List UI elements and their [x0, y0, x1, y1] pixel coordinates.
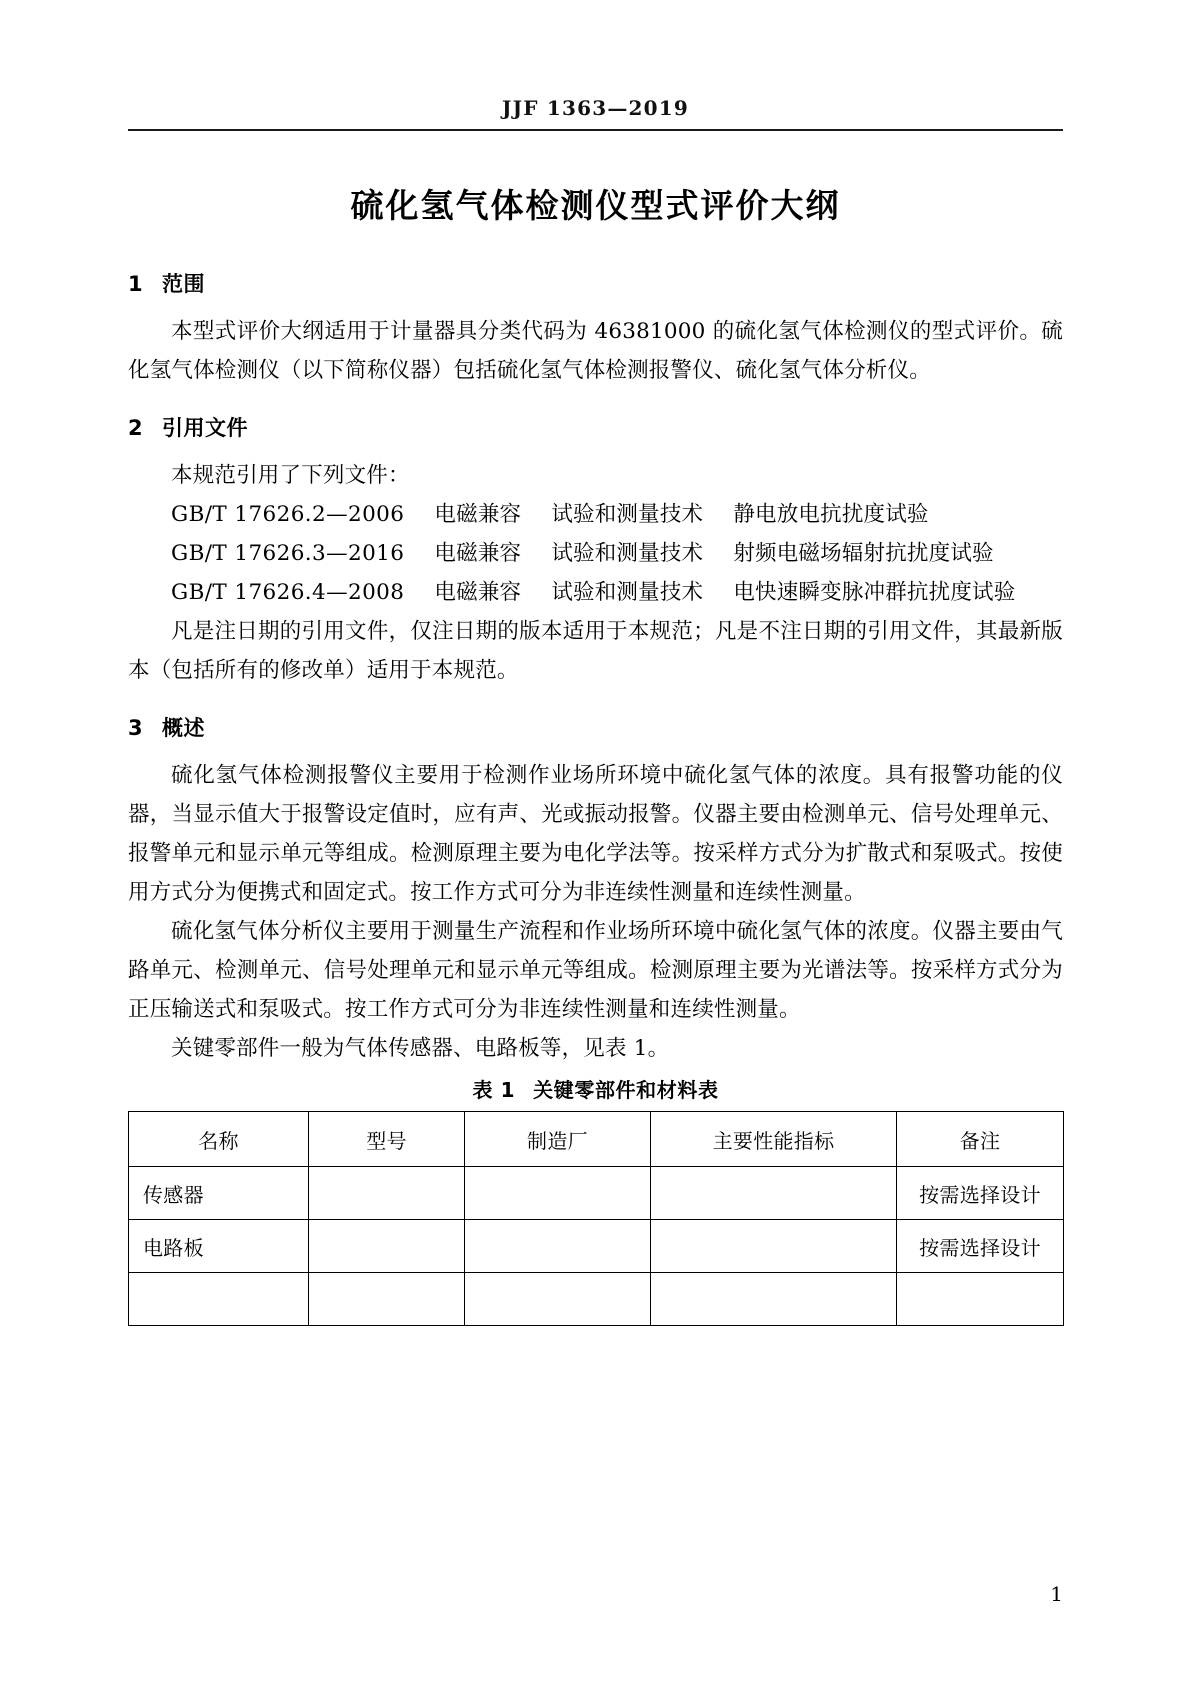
cell-manufacturer [465, 1167, 651, 1220]
reference-part-1: 电磁兼容 [434, 502, 522, 527]
reference-item [128, 573, 1063, 612]
section-title-1: 范围 [162, 272, 205, 296]
page-number: 1 [1050, 1582, 1063, 1606]
section-3-paragraph-2: 硫化氢气体分析仪主要用于测量生产流程和作业场所环境中硫化氢气体的浓度。仪器主要由气路单元、检测单元、信号处理单元和显示单元等组成。检测原理主要为光谱法等。按采样方式分为正压输送式和泵吸式。按工作方式可分为非连续性测量和连续性测量。 [128, 919, 1063, 1022]
cell-model [309, 1220, 465, 1273]
section-2-lead: 本规范引用了下列文件： [171, 463, 410, 488]
reference-part-1: 电磁兼容 [434, 580, 522, 605]
reference-part-2: 试验和测量技术 [551, 541, 704, 566]
column-header-manufacturer: 制造厂 [465, 1112, 651, 1167]
cell-name: 电路板 [129, 1220, 309, 1273]
column-header-name: 名称 [129, 1112, 309, 1167]
cell-remark: 按需选择设计 [897, 1167, 1064, 1220]
reference-part-3: 电快速瞬变脉冲群抗扰度试验 [733, 580, 1016, 605]
reference-item [128, 534, 1063, 573]
column-header-model: 型号 [309, 1112, 465, 1167]
table-caption [128, 1074, 1063, 1103]
cell-performance [651, 1167, 897, 1220]
cell-manufacturer [465, 1273, 651, 1326]
cell-remark: 按需选择设计 [897, 1220, 1064, 1273]
table-header-row [129, 1112, 1064, 1167]
reference-code: GB/T 17626.4—2008 [171, 580, 405, 605]
reference-part-1: 电磁兼容 [434, 541, 522, 566]
reference-part-3: 射频电磁场辐射抗扰度试验 [733, 541, 994, 566]
section-heading-1 [128, 268, 1063, 298]
cell-model [309, 1167, 465, 1220]
cell-remark [897, 1273, 1064, 1326]
section-heading-2 [128, 412, 1063, 442]
cell-name: 传感器 [129, 1167, 309, 1220]
section-3-paragraph-3: 关键零部件一般为气体传感器、电路板等，见表 1。 [171, 1036, 670, 1061]
table-caption-label: 表 1 [472, 1078, 516, 1102]
section-heading-3 [128, 712, 1063, 742]
cell-model [309, 1273, 465, 1326]
cell-name [129, 1273, 309, 1326]
column-header-performance: 主要性能指标 [651, 1112, 897, 1167]
document-body [128, 268, 1063, 1326]
table-row [129, 1220, 1064, 1273]
reference-part-2: 试验和测量技术 [551, 580, 704, 605]
reference-part-2: 试验和测量技术 [551, 502, 704, 527]
running-header [128, 96, 1063, 131]
section-title-2: 引用文件 [162, 416, 248, 440]
reference-code: GB/T 17626.2—2006 [171, 502, 405, 527]
standard-code: JJF 1363—2019 [501, 96, 690, 120]
section-3-paragraph-1: 硫化氢气体检测报警仪主要用于检测作业场所环境中硫化氢气体的浓度。具有报警功能的仪器，当显示值大于报警设定值时，应有声、光或振动报警。仪器主要由检测单元、信号处理单元、报警单元和显示单元等组成。检测原理主要为电化学法等。按采样方式分为扩散式和泵吸式。按使用方式分为便携式和固定式。按工作方式可分为非连续性测量和连续性测量。 [128, 763, 1063, 905]
cell-manufacturer [465, 1220, 651, 1273]
section-number-1: 1 [128, 272, 144, 296]
section-1-paragraph-1: 本型式评价大纲适用于计量器具分类代码为 46381000 的硫化氢气体检测仪的型式评价。硫化氢气体检测仪（以下简称仪器）包括硫化氢气体检测报警仪、硫化氢气体分析仪。 [128, 319, 1063, 383]
section-2-closing: 凡是注日期的引用文件，仅注日期的版本适用于本规范；凡是不注日期的引用文件，其最新版本（包括所有的修改单）适用于本规范。 [128, 619, 1063, 683]
reference-code: GB/T 17626.3—2016 [171, 541, 405, 566]
section-number-3: 3 [128, 716, 144, 740]
header-rule [128, 129, 1063, 131]
section-number-2: 2 [128, 416, 144, 440]
key-parts-table [128, 1111, 1064, 1326]
column-header-remark: 备注 [897, 1112, 1064, 1167]
reference-item [128, 495, 1063, 534]
reference-part-3: 静电放电抗扰度试验 [733, 502, 929, 527]
section-title-3: 概述 [162, 716, 205, 740]
table-row [129, 1167, 1064, 1220]
cell-performance [651, 1220, 897, 1273]
page-title: 硫化氢气体检测仪型式评价大纲 [350, 186, 841, 225]
cell-performance [651, 1273, 897, 1326]
table-row [129, 1273, 1064, 1326]
table-caption-title: 关键零部件和材料表 [533, 1078, 719, 1102]
